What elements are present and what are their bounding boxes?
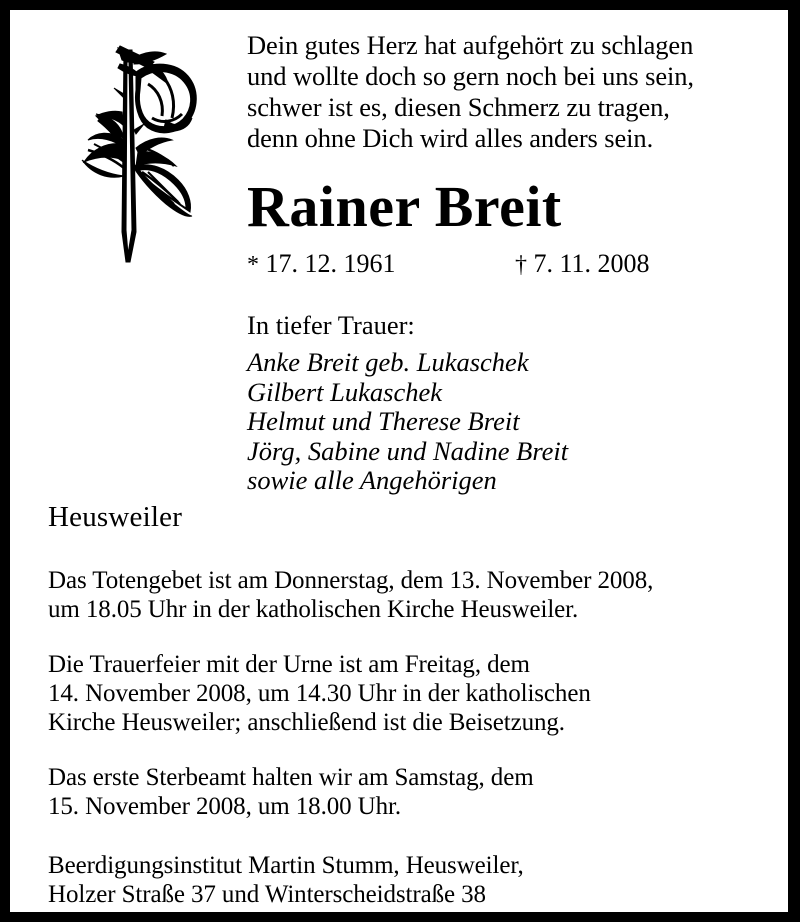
place-name: Heusweiler (48, 501, 183, 533)
mourners-list (247, 348, 776, 496)
announcement-totengebet (48, 566, 772, 624)
poem-line: und wollte doch so gern noch bei uns sein, (247, 61, 694, 91)
death-date: 7. 11. 2008 (533, 249, 650, 278)
announcement-line: Das erste Sterbeamt halten wir am Samstag, dem (48, 763, 534, 791)
notice-inner-panel (10, 10, 788, 912)
poem-line: schwer ist es, diesen Schmerz zu tragen, (247, 92, 670, 122)
mourner-name: Helmut und Therese Breit (247, 406, 520, 437)
funeral-home-line: Beerdigungsinstitut Martin Stumm, Heusweiler, (48, 851, 524, 879)
poem-line: denn ohne Dich wird alles anders sein. (247, 123, 654, 153)
announcement-line: 14. November 2008, um 14.30 Uhr in der katholischen (48, 679, 591, 707)
upper-section (10, 10, 788, 496)
announcement-line: 15. November 2008, um 18.00 Uhr. (48, 792, 402, 820)
mourner-name: Anke Breit geb. Lukaschek (247, 347, 529, 378)
funeral-home-line: Holzer Straße 37 und Winterscheidstraße 38 (48, 880, 486, 908)
mourner-name: Gilbert Lukaschek (247, 376, 443, 407)
birth-date: 17. 12. 1961 (265, 249, 396, 278)
announcement-trauerfeier (48, 650, 772, 737)
death-cross-icon: † (515, 252, 527, 278)
funeral-home-info (48, 851, 772, 909)
mourner-name: Jörg, Sabine und Nadine Breit (247, 435, 569, 466)
mourners-heading: In tiefer Trauer: (247, 310, 415, 340)
death-date-group (515, 250, 650, 279)
announcement-line: Das Totengebet ist am Donnerstag, dem 13. November 2008, (48, 566, 654, 594)
right-column (247, 30, 776, 496)
announcement-line: um 18.05 Uhr in der katholischen Kirche Heusweiler. (48, 595, 579, 623)
lower-section (48, 502, 772, 909)
birth-star-icon: * (247, 252, 259, 278)
announcement-line: Kirche Heusweiler; anschließend ist die Beisetzung. (48, 708, 565, 736)
poem-line: Dein gutes Herz hat aufgehört zu schlagen (247, 30, 694, 60)
announcement-sterbeamt (48, 763, 772, 821)
mourner-name: sowie alle Angehörigen (247, 465, 497, 496)
memorial-poem (247, 30, 776, 154)
birth-date-group (247, 250, 396, 279)
deceased-name: Rainer Breit (247, 174, 562, 239)
rose-flower-illustration-icon (48, 32, 208, 272)
life-dates (247, 250, 776, 280)
announcement-line: Die Trauerfeier mit der Urne ist am Freitag, dem (48, 650, 530, 678)
